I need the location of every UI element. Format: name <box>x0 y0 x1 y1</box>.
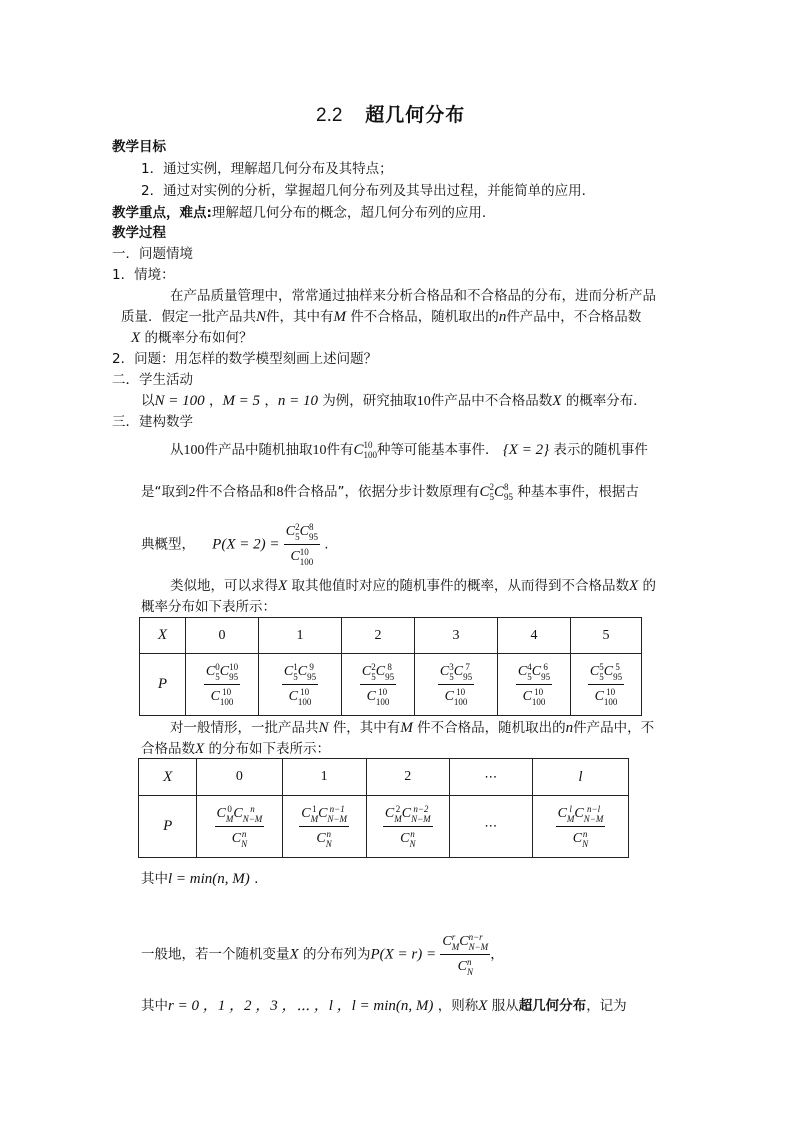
section3-p8: 其中l = min(n, M) . <box>141 871 259 887</box>
table-cell: C 3 5 C 7 95 C 10 100 <box>415 654 498 716</box>
table-cell: C 1 5 C 9 95 C 10 100 <box>259 654 342 716</box>
section3-heading: 三．建构数学 <box>112 414 193 430</box>
section2-heading: 二．学生活动 <box>112 372 193 388</box>
section1-sub1: 1．情境： <box>112 267 175 283</box>
section3-p7: 合格品数X 的分布如下表所示： <box>141 741 330 757</box>
page-title <box>316 105 465 126</box>
table-row-label: P <box>140 654 186 716</box>
table-header-cell: 5 <box>571 618 642 654</box>
section3-p6: 对一般情形，一批产品共N 件，其中有M 件不合格品，随机取出的n件产品中，不 <box>170 720 655 736</box>
section1-para-line3: X 的概率分布如何？ <box>131 330 253 346</box>
table-header-cell: 2 <box>366 759 449 796</box>
table-cell: C 0 M C n N−M C n N <box>197 796 282 858</box>
formula-fraction: C 2 5 C 8 95 C 10 100 <box>285 522 318 567</box>
table-cell: ⋯ <box>449 796 532 858</box>
distribution-table-specific <box>139 617 642 716</box>
section3-p5: 概率分布如下表所示： <box>141 599 276 615</box>
section2-line: 以N = 100 ，M = 5 ，n = 10 为例，研究抽取10件产品中不合格品数X 的概率分布． <box>141 393 647 409</box>
section-number: 2.2 <box>316 105 343 126</box>
comb-index: 10 100 <box>363 440 378 460</box>
table-header-cell: 0 <box>197 759 282 796</box>
section3-p9: 一般地，若一个随机变量X 的分布列为P(X = r) = C r M C n−r N−M C n N ， <box>141 932 504 977</box>
table-header-cell: 2 <box>342 618 415 654</box>
section1-para-line1: 在产品质量管理中，常常通过抽样来分析合格品和不合格品的分布，进而分析产品 <box>170 288 656 304</box>
table-cell: C 4 5 C 6 95 C 10 100 <box>498 654 571 716</box>
table-header-cell: X <box>140 618 186 654</box>
objective-item: 2．通过对实例的分析，掌握超几何分布列及其导出过程，并能简单的应用． <box>141 183 596 199</box>
table-header-cell: 4 <box>498 618 571 654</box>
objectives-heading: 教学目标 <box>112 139 166 155</box>
table-header-cell: X <box>139 759 197 796</box>
key-points-label: 教学重点，难点: <box>112 205 212 221</box>
table-cell: C 5 5 C 5 95 C 10 100 <box>571 654 642 716</box>
table-cell: C 2 M C n−2 N−M C n N <box>366 796 449 858</box>
section3-p4: 类似地，可以求得X 取其他值时对应的随机事件的概率，从而得到不合格品数X 的 <box>170 578 656 594</box>
section1-heading: 一．问题情境 <box>112 246 193 262</box>
formula-fraction: C r M C n−r N−M C n N <box>442 932 489 977</box>
title-text: 超几何分布 <box>365 104 466 126</box>
objective-item: 1．通过实例，理解超几何分布及其特点； <box>141 161 393 177</box>
section3-p2: 是“取到2件不合格品和8件合格品”，依据分步计数原理有C 2 5 C 8 95 种基本事件，根据古 <box>141 482 639 502</box>
key-points-text: 理解超几何分布的概念，超几何分布列的应用． <box>211 205 496 221</box>
section3-p3: 典概型， P(X = 2) = C 2 5 C 8 95 C 10 100 . <box>141 522 329 567</box>
table-cell: C 2 5 C 8 95 C 10 100 <box>342 654 415 716</box>
table-header-cell: 1 <box>282 759 366 796</box>
table-header-cell: l <box>532 759 628 796</box>
section3-p10: 其中r = 0 ，1 ，2 ，3 ，⋯ ，l ，l = min(n, M) ，则称X 服从超几何分布，记为 <box>141 998 627 1014</box>
process-heading: 教学过程 <box>112 225 166 241</box>
section3-p1: 从100件产品中随机抽取10件有C 10 100 种等可能基本事件． {X = 2} 表示的随机事件 <box>170 440 648 460</box>
section1-sub2: 2．问题：用怎样的数学模型刻画上述问题？ <box>112 351 378 367</box>
table-row-label: P <box>139 796 197 858</box>
table-header-cell: 3 <box>415 618 498 654</box>
key-points <box>112 203 495 223</box>
table-cell: C 1 M C n−1 N−M C n N <box>282 796 366 858</box>
table-header-cell: 1 <box>259 618 342 654</box>
table-cell: C l M C n−l N−M C n N <box>532 796 628 858</box>
section1-para-line2: 质量．假定一批产品共N件，其中有M 件不合格品，随机取出的n件产品中，不合格品数 <box>121 309 642 325</box>
table-header-cell: 0 <box>186 618 259 654</box>
distribution-table-general <box>138 758 629 858</box>
table-cell: C 0 5 C 10 95 C 10 100 <box>186 654 259 716</box>
table-header-cell: ⋯ <box>449 759 532 796</box>
